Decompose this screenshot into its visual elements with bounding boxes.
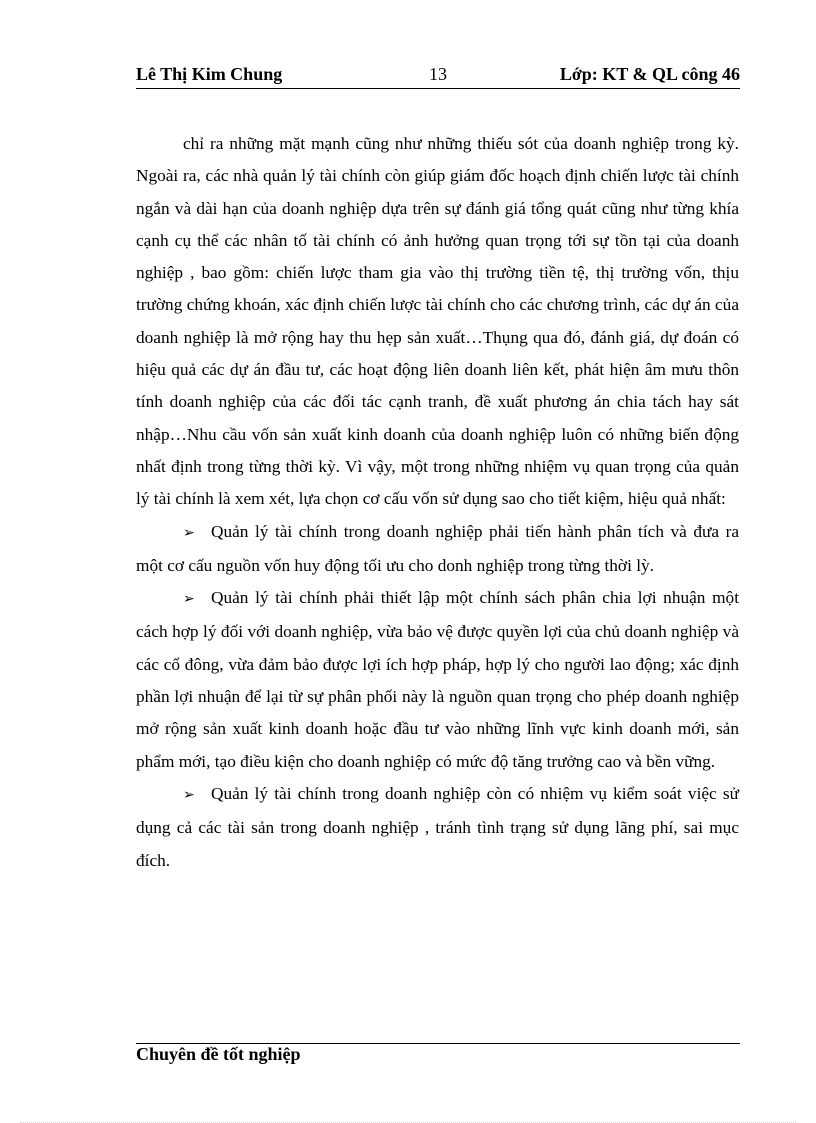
bullet-text: Quản lý tài chính trong doanh nghiệp còn có nhiệm vụ kiểm soát việc sử dụng cả các tài sản trong doanh nghiệp , tránh tình trạng sử dụng lãng phí, sai mục đích. bbox=[136, 783, 739, 870]
paragraph: chỉ ra những mặt mạnh cũng như những thiếu sót của doanh nghiệp trong kỳ. Ngoài ra, các nhà quản lý tài chính còn giúp giám đốc hoạch định chiến lược tài chính ngắn và dài hạn của doanh nghiệp dựa trên sự đánh giá tổng quát cũng như từng khía cạnh cụ thể các nhân tố tài chính có ảnh hưởng quan trọng tới sự tồn tại của doanh nghiệp , bao gồm: chiến lược tham gia vào thị trường tiền tệ, thị trường vốn, thịu trường chứng khoán, xác định chiến lược tài chính cho các chương trình, các dự án của doanh nghiệp là mở rộng hay thu hẹp sản xuất…Thụng qua đó, đánh giá, dự đoán có hiệu quả các dự án đầu tư, các hoạt động liên doanh liên kết, phát hiện âm mưu thôn tính doanh nghiệp của các đối tác cạnh tranh, đề xuất phương án chia tách hay sát nhập…Nhu cầu vốn sản xuất kinh doanh của doanh nghiệp luôn có những biến động nhất định trong từng thời kỳ. Vì vậy, một trong những nhiệm vụ quan trọng của quản lý tài chính là xem xét, lựa chọn cơ cấu vốn sử dụng sao cho tiết kiệm, hiệu quả nhất: bbox=[136, 134, 739, 509]
arrow-bullet-icon: ➢ bbox=[183, 787, 195, 803]
bullet-text: Quản lý tài chính phải thiết lập một chính sách phân chia lợi nhuận một cách hợp lý đối với doanh nghiệp, vừa bảo vệ được quyền lợi của chủ doanh nghiệp và các cổ đông, vừa đảm bảo được lợi ích hợp pháp, hợp lý cho người lao động; xác định phần lợi nhuận để lại từ sự phân phối này là nguồn quan trọng cho phép doanh nghiệp mở rộng sản xuất kinh doanh hoặc đầu tư vào những lĩnh vực kinh doanh mới, sản phẩm mới, tạo điều kiện cho doanh nghiệp có mức độ tăng trưởng cao và bền vững. bbox=[136, 588, 739, 771]
bullet-text: Quản lý tài chính trong doanh nghiệp phải tiến hành phân tích và đưa ra một cơ cấu nguồn vốn huy động tối ưu cho donh nghiệp trong từng thời lỳ. bbox=[136, 521, 739, 575]
page-header bbox=[136, 64, 740, 89]
class-label: Lớp: KT & QL công 46 bbox=[559, 64, 740, 84]
bullet-item bbox=[136, 516, 739, 583]
page-number: 13 bbox=[429, 64, 447, 84]
bullet-item bbox=[136, 582, 739, 778]
footer-title: Chuyên đề tốt nghiệp bbox=[136, 1044, 301, 1064]
arrow-bullet-icon: ➢ bbox=[183, 592, 195, 608]
arrow-bullet-icon: ➢ bbox=[183, 525, 195, 541]
author-name: Lê Thị Kim Chung bbox=[136, 64, 283, 84]
document-body bbox=[136, 128, 739, 877]
bullet-item bbox=[136, 778, 739, 877]
